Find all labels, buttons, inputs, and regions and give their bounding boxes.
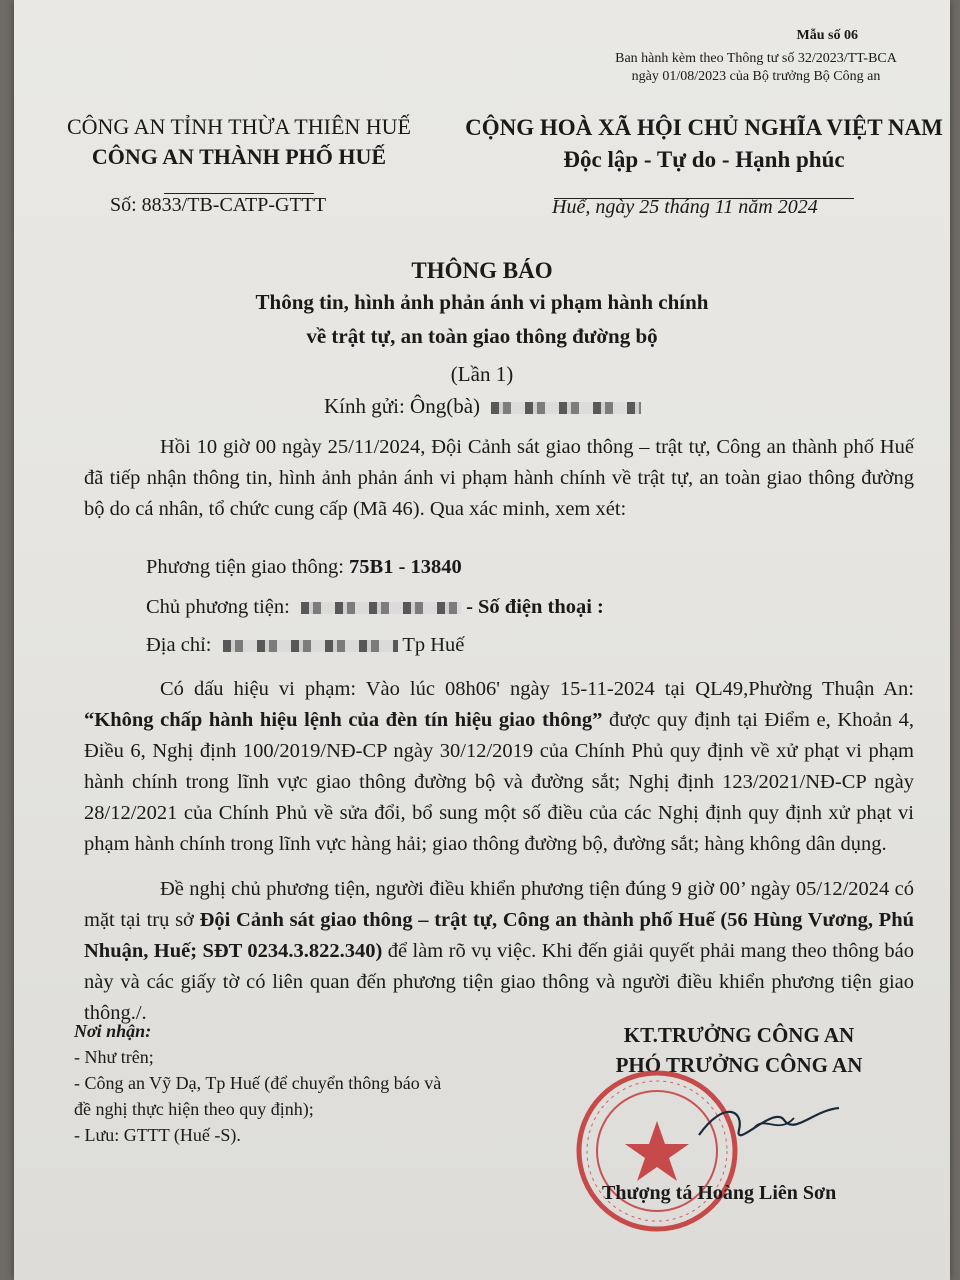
recipient-item: - Lưu: GTTT (Huế -S).: [74, 1125, 241, 1145]
recipient-item: đề nghị thực hiện theo quy định);: [74, 1099, 314, 1119]
document-title: THÔNG BÁO: [411, 258, 553, 283]
request-text-b: để làm rõ vụ việc. Khi đến giải quyết phải mang theo thông báo này và các giấy tờ có liên quan đến phương tiện giao thông và người điều khiển phương tiện giao thông./.: [84, 940, 915, 1024]
paragraph-intro: Hồi 10 giờ 00 ngày 25/11/2024, Đội Cảnh sát giao thông – trật tự, Công an thành phố Huế đã tiếp nhận thông tin, hình ảnh phản ánh vi phạm hành chính về trật tự, an toàn giao thông đường bộ do cá nhân, tổ chức cung cấp (Mã 46). Qua xác minh, xem xét:: [84, 436, 914, 520]
recipient-item: - Công an Vỹ Dạ, Tp Huế (để chuyển thông báo và: [74, 1073, 442, 1093]
nation-header: [454, 112, 954, 208]
vehicle-label: Phương tiện giao thông:: [146, 556, 350, 578]
paragraph-violation: [84, 674, 914, 860]
issued-line-2: ngày 01/08/2023 của Bộ trưởng Bộ Công an: [631, 69, 881, 84]
agency-line-2: CÔNG AN THÀNH PHỐ HUẾ: [91, 144, 387, 169]
form-issued-note: [596, 50, 916, 86]
recipients-heading: Nơi nhận:: [74, 1021, 152, 1041]
address-tail: Tp Huế: [402, 634, 465, 656]
form-number: Mẫu số 06: [796, 28, 858, 43]
signer-name: Thượng tá Hoàng Liên Sơn: [602, 1182, 837, 1204]
vehicle-plate: 75B1 - 13840: [349, 556, 462, 578]
vehicle-line: [146, 556, 462, 579]
recipient-label: Kính gửi: Ông(bà): [324, 394, 481, 418]
nation-line-1: CỘNG HOÀ XÃ HỘI CHỦ NGHĨA VIỆT NAM: [465, 115, 943, 140]
document-number: Số: 8833/TB-CATP-GTTT: [110, 194, 327, 216]
phone-label: - Số điện thoại :: [466, 596, 604, 618]
paragraph-request: [84, 874, 914, 1029]
address-line: [146, 634, 464, 657]
redacted-address: [223, 640, 398, 652]
address-label: Địa chỉ:: [146, 634, 212, 656]
request-text-a: Đề nghị chủ phương tiện, người điều khiển phương tiện đúng 9 giờ 00’ ngày 05/12/2024 có mặt tại trụ sở: [84, 878, 914, 931]
issued-line-1: Ban hành kèm theo Thông tư số 32/2023/TT-BCA: [615, 51, 897, 66]
agency-header: [34, 112, 444, 202]
redacted-name: [491, 402, 641, 414]
document-page: [14, 0, 950, 1280]
signature-icon: [694, 1090, 844, 1150]
violation-name: “Không chấp hành hiệu lệnh của đèn tín hiệu giao thông”: [84, 709, 603, 731]
owner-label: Chủ phương tiện:: [146, 596, 290, 618]
notice-round: (Lần 1): [450, 362, 514, 386]
recipient-item: - Như trên;: [74, 1047, 154, 1067]
document-subtitle-1: Thông tin, hình ảnh phản ánh vi phạm hành chính: [255, 290, 709, 314]
request-location: Đội Cảnh sát giao thông – trật tự, Công an thành phố Huế (56 Hùng Vương, Phú Nhuận, Huế; SĐT 0234.3.822.340): [84, 909, 914, 962]
owner-line: [146, 596, 604, 619]
place-date: Huế, ngày 25 tháng 11 năm 2024: [552, 196, 818, 218]
recipients-block: [74, 1018, 441, 1148]
signatory-line-2: PHÓ TRƯỞNG CÔNG AN: [615, 1053, 863, 1077]
recipient-line: [324, 394, 641, 419]
signatory-line-1: KT.TRƯỞNG CÔNG AN: [623, 1023, 855, 1047]
agency-line-1: CÔNG AN TỈNH THỪA THIÊN HUẾ: [66, 114, 411, 139]
document-subtitle-2: về trật tự, an toàn giao thông đường bộ: [306, 324, 658, 348]
nation-motto: Độc lập - Tự do - Hạnh phúc: [563, 147, 845, 172]
violation-text-b: được quy định tại Điểm e, Khoản 4, Điều 6, Nghị định 100/2019/NĐ-CP ngày 30/12/2019 của Chính Phủ quy định về xử phạt vi phạm hành chính trong lĩnh vực giao thông đường bộ và đường sắt; Nghị định 123/2021/NĐ-CP ngày 28/12/2021 của Chính Phủ về sửa đổi, bổ sung một số điều của các Nghị định quy định xử phạt vi phạm hành chính trong lĩnh vực hàng hải; giao thông đường bộ, đường sắt; hàng không dân dụng.: [84, 709, 914, 855]
violation-text-a: Có dấu hiệu vi phạm: Vào lúc 08h06' ngày 15-11-2024 tại QL49,Phường Thuận An:: [160, 678, 914, 700]
redacted-owner: [301, 602, 461, 614]
